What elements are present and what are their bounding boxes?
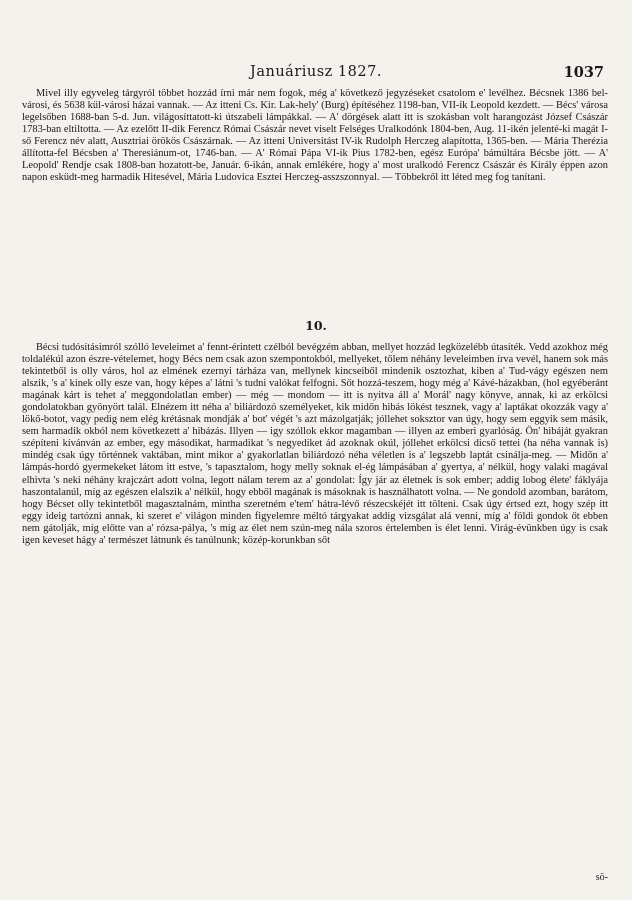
paragraph-2: Bécsi tudósításimról szólló leveleimet a' fennt-érintett czélból bevégzém abban, mellyet hozzád legközelébb útasíték. Vedd azokhoz még toldalékúl azon észre-vételemet, hogy Bécs nem csak azon szempontokból, mellyeket, tőlem néhány leveleimben írva vevél, hanem sok más tekintetből is olly város, hol az elmének ezernyi tárháza van, mellynek kincseiből mindenik osztozhat, kiben a' Tud-vágy egészen nem alszik, 's a' kinek olly esze van, hogy képes a' látni 's tudni valókat felfogni. Sőt hozzá-teszem, hogy még a' Kávé-házakban, (hol egyéberánt magának kárt is tehet a' meggondolatlan ember) — még — mondom — itt is nyitva áll a' Morál' nagy könyve, annak, ki az erkölcsi gondolatokban gyönyört talál. Elnézem itt néha a' biliárdozó személyeket, kik midőn hibás lökést tesznek, vagy a' laptákat okozzák vagy a' lökő-botot, vagy pedig nem elég krétásnak mondják a' bot' végét 's azt mázolgatják; jóllehet soksztor van úgy, hogy sem eggyik sem másik, sem harmadik okból nem következett a' hibázás. Illyen — igy szóllok ekkor magamban — illyen az emberi gyarlóság. Ön' hibáját gyakran szépíteni kívánván az ember, egy másodikat, harmadikat 's negyediket ád azoknak okúl, jóllehet erkölcsi dicső tettei (ha néha vannak is) mindég csak úgy történnek vaktában, mint mikor a' gyakorlatlan biliárdozó néha véletlen is a' legszebb laptát csinálja-meg. — Midőn a' lámpás-hordó gyermekeket látom itt estve, 's tapasztalom, hogy melly soknak el-ég lámpásában a' gyertya, a' nélkül, hogy valaki magával elhivta 's neki néhány krajczárt adott volna, legott nálam terem az a' gondolat: Így jár az életnek is sok ember; addig lobog élete' fáklyája haszontalanúl, míg az egészen elalszik a' nélkül, hogy ebből magának is másoknak is használhatott volna. — Ne gondold azomban, barátom, hogy Bécset olly tekintetből magasztalnám, mintha szeretném e'tem' hátra-lévő részecskéjét itt tölteni. Csak úgy értsed ezt, hogy szép itt eggy ideig tartózni annak, ki szeret e' világon minden figyelemre méltó tárgyakat addig vizsgálat alá venni, míg a' földi gondok őt ebben nem gátolják, míg előtte van a' rózsa-pálya, 's míg az élet nem szún-meg nála szoros értelemben is élet lenni. Virág-évünkben úgy is csak igen keveset hágy a' természet látnunk és tanúlnunk; közép-korunkban sőt	[22, 342, 608, 546]
section-number: 10.	[305, 318, 327, 333]
page-number: 1037	[563, 64, 604, 81]
paragraph-1: Mivel illy egyveleg tárgyról többet hozzád írni már nem fogok, még a' következő jegyzéseket csatolom e' levélhez. Bécsnek 1386 bel-városi, és 5638 kül-városi házai vannak. — Az itteni Cs. Kir. Lak-hely' (Burg) építéséhez 1198-ban, VII-ik Leopold kezdett. — Bécs' városa legelsőben 1688-ban 5-d. Jun. világosíttatott-ki útszabeli lámpákkal. — A' dörgések alatt itt is szokásban volt harangozást József Császár 1783-ban eltiltotta. — Az ezelőtt II-dik Ferencz Római Császár nevet viselt Felséges Uralkodónk 1804-ben, Aug. 11-ikén jelenté-ki magát I-ső Ferencz név alatt, Ausztriai örökös Császárnak. — Az itteni Universitást IV-ik Rudolph Herczeg alapította, 1365-ben. — Mária Therézia állította-fel Bécsben a' Theresiánum-ot, 1746-ban. — A' Római Pápa VI-ik Pius 1782-ben, egész Európa' bámúltára Bécsbe jött. — A' Leopold' Rendje csak 1808-ban hozatott-be, Január. 6-ikán, annak emlékére, hogy a' most uralkodó Ferencz Császár és Király éppen azon napon esküdt-meg harmadik Hitesével, Mária Ludovica Esztei Herczeg-asszszonnyal. — Többekről itt léted meg fog tanítani.	[22, 88, 608, 183]
text-block-1	[22, 88, 608, 184]
text-block-2	[22, 342, 608, 547]
catchword: sö-	[595, 872, 608, 883]
running-title: Januáriusz 1827.	[250, 64, 382, 80]
page-header	[0, 64, 632, 84]
